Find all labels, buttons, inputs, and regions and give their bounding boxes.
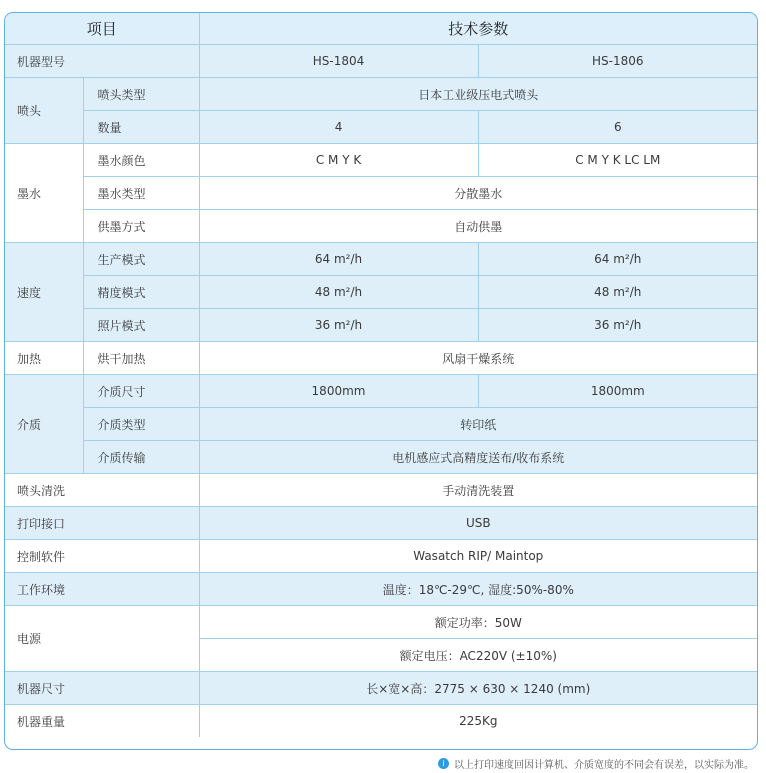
header-params: 技术参数 — [199, 13, 757, 45]
value-ink-color-b: C M Y K LC LM — [478, 144, 757, 177]
row-power-rated — [5, 606, 757, 639]
spec-table-frame — [4, 12, 758, 750]
row-media-size — [5, 375, 757, 408]
label-speed-production: 生产模式 — [83, 243, 199, 276]
value-ink-color-a: C M Y K — [199, 144, 478, 177]
label-cleaning: 喷头清洗 — [5, 474, 199, 507]
row-software — [5, 540, 757, 573]
row-dimensions — [5, 672, 757, 705]
table-header-row — [5, 13, 757, 45]
spec-table — [5, 13, 757, 737]
row-weight — [5, 705, 757, 738]
value-media-type: 转印纸 — [199, 408, 757, 441]
row-heating — [5, 342, 757, 375]
value-speed-photo-b: 36 m²/h — [478, 309, 757, 342]
row-head-type — [5, 78, 757, 111]
label-speed-photo: 照片模式 — [83, 309, 199, 342]
row-interface — [5, 507, 757, 540]
value-head-count-b: 6 — [478, 111, 757, 144]
label-speed-precision: 精度模式 — [83, 276, 199, 309]
value-speed-production-b: 64 m²/h — [478, 243, 757, 276]
row-speed-precision — [5, 276, 757, 309]
value-model-b: HS-1806 — [478, 45, 757, 78]
label-media-size: 介质尺寸 — [83, 375, 199, 408]
value-media-size-b: 1800mm — [478, 375, 757, 408]
header-item: 项目 — [5, 13, 199, 45]
value-dimensions: 长×宽×高：2775 × 630 × 1240 (mm) — [199, 672, 757, 705]
label-ink-supply: 供墨方式 — [83, 210, 199, 243]
label-dimensions: 机器尺寸 — [5, 672, 199, 705]
value-weight: 225Kg — [199, 705, 757, 738]
value-environment: 温度：18℃-29℃, 湿度:50%-80% — [199, 573, 757, 606]
value-media-size-a: 1800mm — [199, 375, 478, 408]
group-media: 介质 — [5, 375, 83, 474]
label-head-type: 喷头类型 — [83, 78, 199, 111]
row-ink-color — [5, 144, 757, 177]
value-ink-type: 分散墨水 — [199, 177, 757, 210]
row-ink-supply — [5, 210, 757, 243]
label-model: 机器型号 — [5, 45, 199, 78]
label-media-type: 介质类型 — [83, 408, 199, 441]
label-interface: 打印接口 — [5, 507, 199, 540]
value-interface: USB — [199, 507, 757, 540]
info-icon: i — [438, 758, 449, 769]
value-head-count-a: 4 — [199, 111, 478, 144]
row-speed-production — [5, 243, 757, 276]
row-environment — [5, 573, 757, 606]
footnote-text: 以上打印速度回因计算机、介质宽度的不同会有误差，以实际为准。 — [454, 760, 754, 771]
row-head-count — [5, 111, 757, 144]
group-speed: 速度 — [5, 243, 83, 342]
group-head: 喷头 — [5, 78, 83, 144]
label-head-count: 数量 — [83, 111, 199, 144]
label-weight: 机器重量 — [5, 705, 199, 738]
label-environment: 工作环境 — [5, 573, 199, 606]
value-cleaning: 手动清洗装置 — [199, 474, 757, 507]
label-ink-color: 墨水颜色 — [83, 144, 199, 177]
value-ink-supply: 自动供墨 — [199, 210, 757, 243]
label-software: 控制软件 — [5, 540, 199, 573]
value-speed-production-a: 64 m²/h — [199, 243, 478, 276]
label-heating-dry: 烘干加热 — [83, 342, 199, 375]
value-software: Wasatch RIP/ Maintop — [199, 540, 757, 573]
row-ink-type — [5, 177, 757, 210]
row-media-type — [5, 408, 757, 441]
value-speed-precision-a: 48 m²/h — [199, 276, 478, 309]
row-speed-photo — [5, 309, 757, 342]
row-media-transport — [5, 441, 757, 474]
label-power: 电源 — [5, 606, 199, 672]
value-media-transport: 电机感应式高精度送布/收布系统 — [199, 441, 757, 474]
row-cleaning — [5, 474, 757, 507]
value-model-a: HS-1804 — [199, 45, 478, 78]
value-speed-precision-b: 48 m²/h — [478, 276, 757, 309]
value-head-type: 日本工业级压电式喷头 — [199, 78, 757, 111]
footnote — [438, 756, 754, 771]
value-heating-dry: 风扇干燥系统 — [199, 342, 757, 375]
label-ink-type: 墨水类型 — [83, 177, 199, 210]
group-ink: 墨水 — [5, 144, 83, 243]
value-power-rated: 额定功率：50W — [199, 606, 757, 639]
value-speed-photo-a: 36 m²/h — [199, 309, 478, 342]
value-power-voltage: 额定电压：AC220V (±10%) — [199, 639, 757, 672]
row-model — [5, 45, 757, 78]
group-heating: 加热 — [5, 342, 83, 375]
label-media-transport: 介质传输 — [83, 441, 199, 474]
